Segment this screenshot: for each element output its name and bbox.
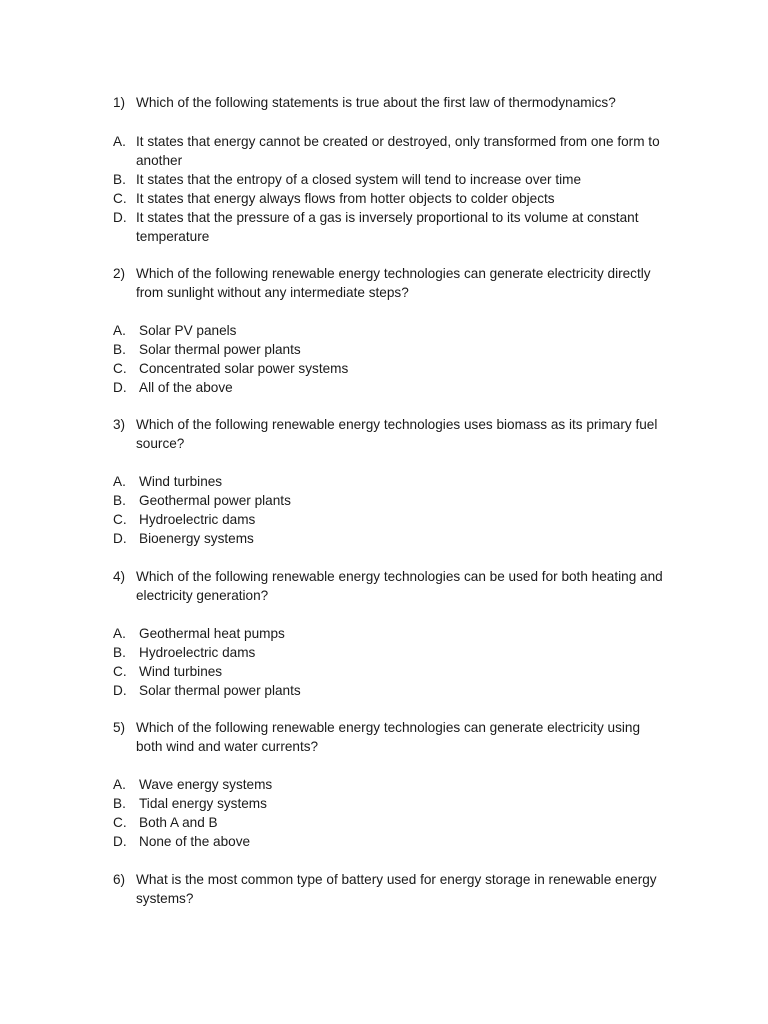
option-text: Geothermal heat pumps — [139, 626, 285, 641]
option-d — [113, 832, 693, 851]
option-letter: C. — [113, 361, 127, 376]
question-6 — [113, 870, 693, 908]
option-letter: B. — [113, 172, 126, 187]
option-a — [113, 321, 693, 340]
question-text: systems? — [136, 891, 194, 906]
option-text: Wind turbines — [139, 474, 223, 489]
question-text: electricity generation? — [136, 588, 269, 603]
option-letter: C. — [113, 815, 127, 830]
option-letter: D. — [113, 531, 127, 546]
option-text: Hydroelectric dams — [139, 512, 256, 527]
option-a — [113, 472, 693, 491]
question-4 — [113, 567, 693, 605]
option-text: Solar thermal power plants — [139, 342, 301, 357]
option-d — [113, 529, 693, 548]
question-2 — [113, 264, 693, 302]
question-text: Which of the following renewable energy technologies uses biomass as its primary fuel — [136, 417, 658, 432]
option-a — [113, 624, 693, 643]
option-letter: D. — [113, 210, 127, 225]
question-3 — [113, 415, 693, 453]
question-4-options — [113, 624, 693, 700]
option-text: temperature — [136, 229, 210, 244]
option-letter: D. — [113, 380, 127, 395]
question-number: 3) — [113, 417, 126, 432]
option-letter: A. — [113, 626, 126, 641]
option-letter: B. — [113, 493, 126, 508]
question-text: source? — [136, 436, 185, 451]
option-letter: B. — [113, 342, 126, 357]
option-text: Tidal energy systems — [139, 796, 267, 811]
question-text: Which of the following statements is true about the first law of thermodynamics? — [136, 95, 616, 110]
option-letter: D. — [113, 834, 127, 849]
option-text: Both A and B — [139, 815, 218, 830]
question-text: Which of the following renewable energy technologies can be used for both heating and — [136, 569, 663, 584]
option-letter: C. — [113, 664, 127, 679]
question-line — [113, 586, 693, 605]
option-c — [113, 189, 693, 208]
option-c — [113, 510, 693, 529]
option-letter: A. — [113, 777, 126, 792]
option-c — [113, 813, 693, 832]
option-d — [113, 378, 693, 397]
question-number: 1) — [113, 95, 126, 110]
option-text: another — [136, 153, 183, 168]
question-text: both wind and water currents? — [136, 739, 319, 754]
question-text: from sunlight without any intermediate steps? — [136, 285, 409, 300]
option-letter: C. — [113, 512, 127, 527]
option-letter: B. — [113, 796, 126, 811]
option-text: All of the above — [139, 380, 233, 395]
option-d — [113, 208, 693, 227]
question-line — [113, 889, 693, 908]
question-number: 2) — [113, 266, 126, 281]
option-a — [113, 132, 693, 151]
option-text: Wave energy systems — [139, 777, 273, 792]
option-text: Hydroelectric dams — [139, 645, 256, 660]
option-text: None of the above — [139, 834, 251, 849]
option-letter: A. — [113, 323, 126, 338]
option-text: Concentrated solar power systems — [139, 361, 349, 376]
question-text: Which of the following renewable energy technologies can generate electricity directly — [136, 266, 651, 281]
option-c — [113, 359, 693, 378]
question-number: 4) — [113, 569, 126, 584]
option-d — [113, 681, 693, 700]
option-text: Bioenergy systems — [139, 531, 254, 546]
question-line — [113, 737, 693, 756]
option-letter: B. — [113, 645, 126, 660]
option-letter: C. — [113, 191, 127, 206]
option-text: Wind turbines — [139, 664, 223, 679]
question-1-options — [113, 132, 693, 246]
question-text: Which of the following renewable energy technologies can generate electricity using — [136, 720, 641, 735]
option-b — [113, 170, 693, 189]
option-b — [113, 491, 693, 510]
option-b — [113, 643, 693, 662]
option-letter: A. — [113, 474, 126, 489]
question-line — [113, 870, 693, 889]
option-text: Geothermal power plants — [139, 493, 291, 508]
question-5 — [113, 718, 693, 756]
option-c — [113, 662, 693, 681]
question-line — [113, 283, 693, 302]
option-b — [113, 794, 693, 813]
option-a-continued — [113, 151, 693, 170]
question-line — [113, 93, 693, 112]
option-letter: D. — [113, 683, 127, 698]
question-line — [113, 718, 693, 737]
question-number: 5) — [113, 720, 126, 735]
question-1 — [113, 93, 693, 112]
question-number: 6) — [113, 872, 126, 887]
option-a — [113, 775, 693, 794]
question-line — [113, 567, 693, 586]
option-letter: A. — [113, 134, 126, 149]
question-2-options — [113, 321, 693, 397]
option-text: Solar thermal power plants — [139, 683, 301, 698]
question-line — [113, 434, 693, 453]
option-text: Solar PV panels — [139, 323, 237, 338]
question-5-options — [113, 775, 693, 851]
question-line — [113, 264, 693, 283]
option-d-continued — [113, 227, 693, 246]
option-text: It states that the pressure of a gas is inversely proportional to its volume at constant — [136, 210, 639, 225]
option-text: It states that energy always flows from hotter objects to colder objects — [136, 191, 555, 206]
option-text: It states that the entropy of a closed system will tend to increase over time — [136, 172, 582, 187]
option-b — [113, 340, 693, 359]
question-text: What is the most common type of battery used for energy storage in renewable energy — [136, 872, 657, 887]
question-line — [113, 415, 693, 434]
option-text: It states that energy cannot be created or destroyed, only transformed from one form to — [136, 134, 660, 149]
question-3-options — [113, 472, 693, 548]
